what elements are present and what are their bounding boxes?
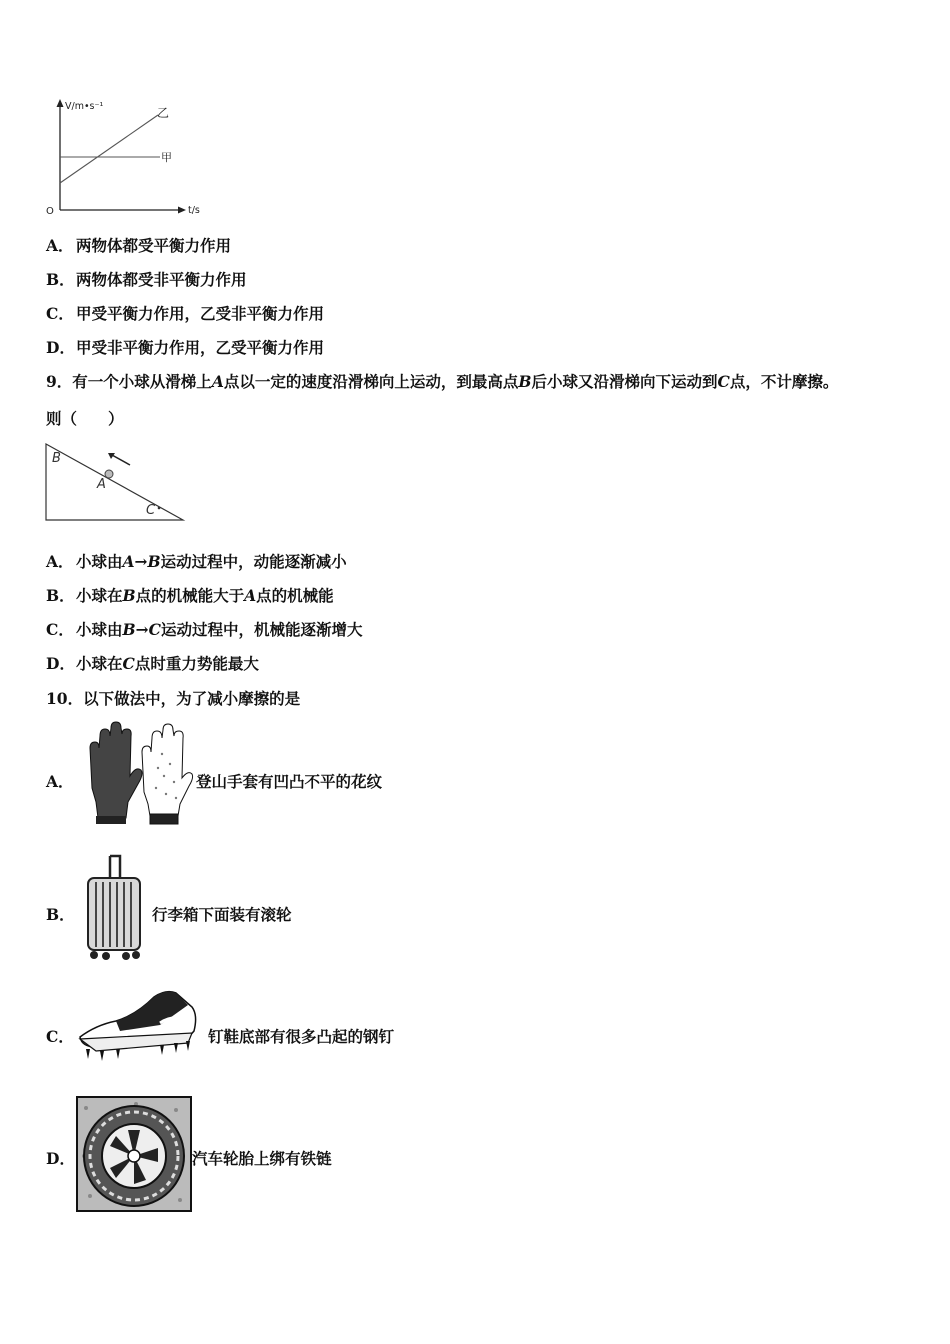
option-text: 行李箱下面装有滚轮 (152, 905, 292, 924)
slide-figure (40, 438, 190, 528)
point-var: B (122, 586, 136, 605)
option-label: A． (46, 236, 74, 255)
question-number: 9． (46, 372, 73, 391)
option-label: D． (46, 1149, 75, 1168)
q8-option-c (46, 304, 324, 324)
origin-label: O (46, 206, 54, 217)
q10-option-b-label (46, 905, 75, 925)
point-c: C (717, 372, 730, 391)
line-yi-label: 乙 (157, 106, 170, 120)
q10-option-a-label (46, 772, 74, 792)
x-axis-arrow (178, 207, 186, 214)
q10-option-b-text (152, 905, 292, 925)
option-text: 小球由 (76, 552, 123, 571)
glove-icon (78, 718, 196, 828)
q8-option-b (46, 270, 247, 290)
q10-option-c-label (46, 1027, 74, 1047)
velocity-time-graph (40, 95, 220, 220)
point-c-dot (158, 507, 161, 510)
point-a: A (211, 372, 224, 391)
label-b: B (52, 451, 61, 466)
q10-option-c-text (208, 1027, 394, 1047)
option-text: 小球在 (76, 654, 123, 673)
point-var: A (122, 552, 135, 571)
option-text: 点的机械能大于 (135, 586, 245, 605)
option-text: 点的机械能 (256, 586, 334, 605)
option-label: B． (46, 905, 75, 924)
option-text: 小球在 (76, 586, 123, 605)
q10-option-a-text (196, 772, 382, 792)
option-label: B． (46, 586, 75, 605)
option-text: 登山手套有凹凸不平的花纹 (196, 772, 383, 791)
option-label: A． (46, 772, 74, 791)
option-text: 运动过程中，动能逐渐减小 (160, 552, 347, 571)
point-var: B (122, 620, 136, 639)
stem-text: 10．以下做法中，为了减小摩擦的是 (46, 689, 301, 708)
option-label: D． (46, 654, 75, 673)
slide-triangle (46, 444, 183, 520)
suitcase-icon (80, 852, 150, 962)
option-label: C． (46, 620, 74, 639)
point-var: B (147, 552, 161, 571)
q9-option-c (46, 620, 362, 640)
motion-arrow (112, 455, 130, 465)
chained-tire-icon (76, 1096, 192, 1212)
q9-option-b (46, 586, 334, 606)
option-text: 两物体都受平衡力作用 (76, 236, 232, 255)
x-axis-label: t/s (188, 205, 200, 216)
option-text: 点时重力势能最大 (134, 654, 259, 673)
q9-stem (46, 372, 838, 392)
y-axis-label: V/m•s⁻¹ (65, 101, 104, 112)
stem-part: 后小球又沿滑梯向下运动到 (531, 372, 718, 391)
q8-option-d (46, 338, 324, 358)
q9-option-d (46, 654, 259, 674)
option-label: C． (46, 304, 74, 323)
option-label: A． (46, 552, 74, 571)
point-var: C (122, 654, 135, 673)
label-c: C (146, 503, 156, 518)
stem-part: 点以一定的速度沿滑梯向上运动，到最高点 (223, 372, 519, 391)
stem-part: 有一个小球从滑梯上 (72, 372, 212, 391)
q10-option-d-text (192, 1149, 332, 1169)
stem-part: 则（ ） (46, 409, 124, 428)
option-text: 钉鞋底部有很多凸起的钢钉 (208, 1027, 395, 1046)
q10-option-d-label (46, 1149, 75, 1169)
option-text: 运动过程中，机械能逐渐增大 (160, 620, 363, 639)
stem-part: 点，不计摩擦。 (729, 372, 839, 391)
y-axis-arrow (57, 99, 64, 107)
line-yi (60, 115, 158, 183)
option-label: D． (46, 338, 75, 357)
arrow-symbol: → (134, 552, 148, 571)
option-text: 两物体都受非平衡力作用 (76, 270, 247, 289)
spiked-shoe-icon (76, 985, 200, 1065)
q10-stem (46, 689, 300, 709)
q8-option-a (46, 236, 231, 256)
arrow-symbol: → (135, 620, 149, 639)
option-text: 甲受平衡力作用，乙受非平衡力作用 (76, 304, 325, 323)
option-text: 小球由 (76, 620, 123, 639)
label-a: A (97, 477, 106, 492)
point-b: B (518, 372, 532, 391)
option-text: 甲受非平衡力作用，乙受平衡力作用 (76, 338, 325, 357)
q9-stem-line2 (46, 409, 124, 429)
point-var: C (148, 620, 161, 639)
option-label: C． (46, 1027, 74, 1046)
option-label: B． (46, 270, 75, 289)
point-var: A (244, 586, 257, 605)
ball (105, 470, 113, 478)
line-jia-label: 甲 (161, 151, 172, 164)
q9-option-a (46, 552, 347, 572)
option-text: 汽车轮胎上绑有铁链 (192, 1149, 332, 1168)
